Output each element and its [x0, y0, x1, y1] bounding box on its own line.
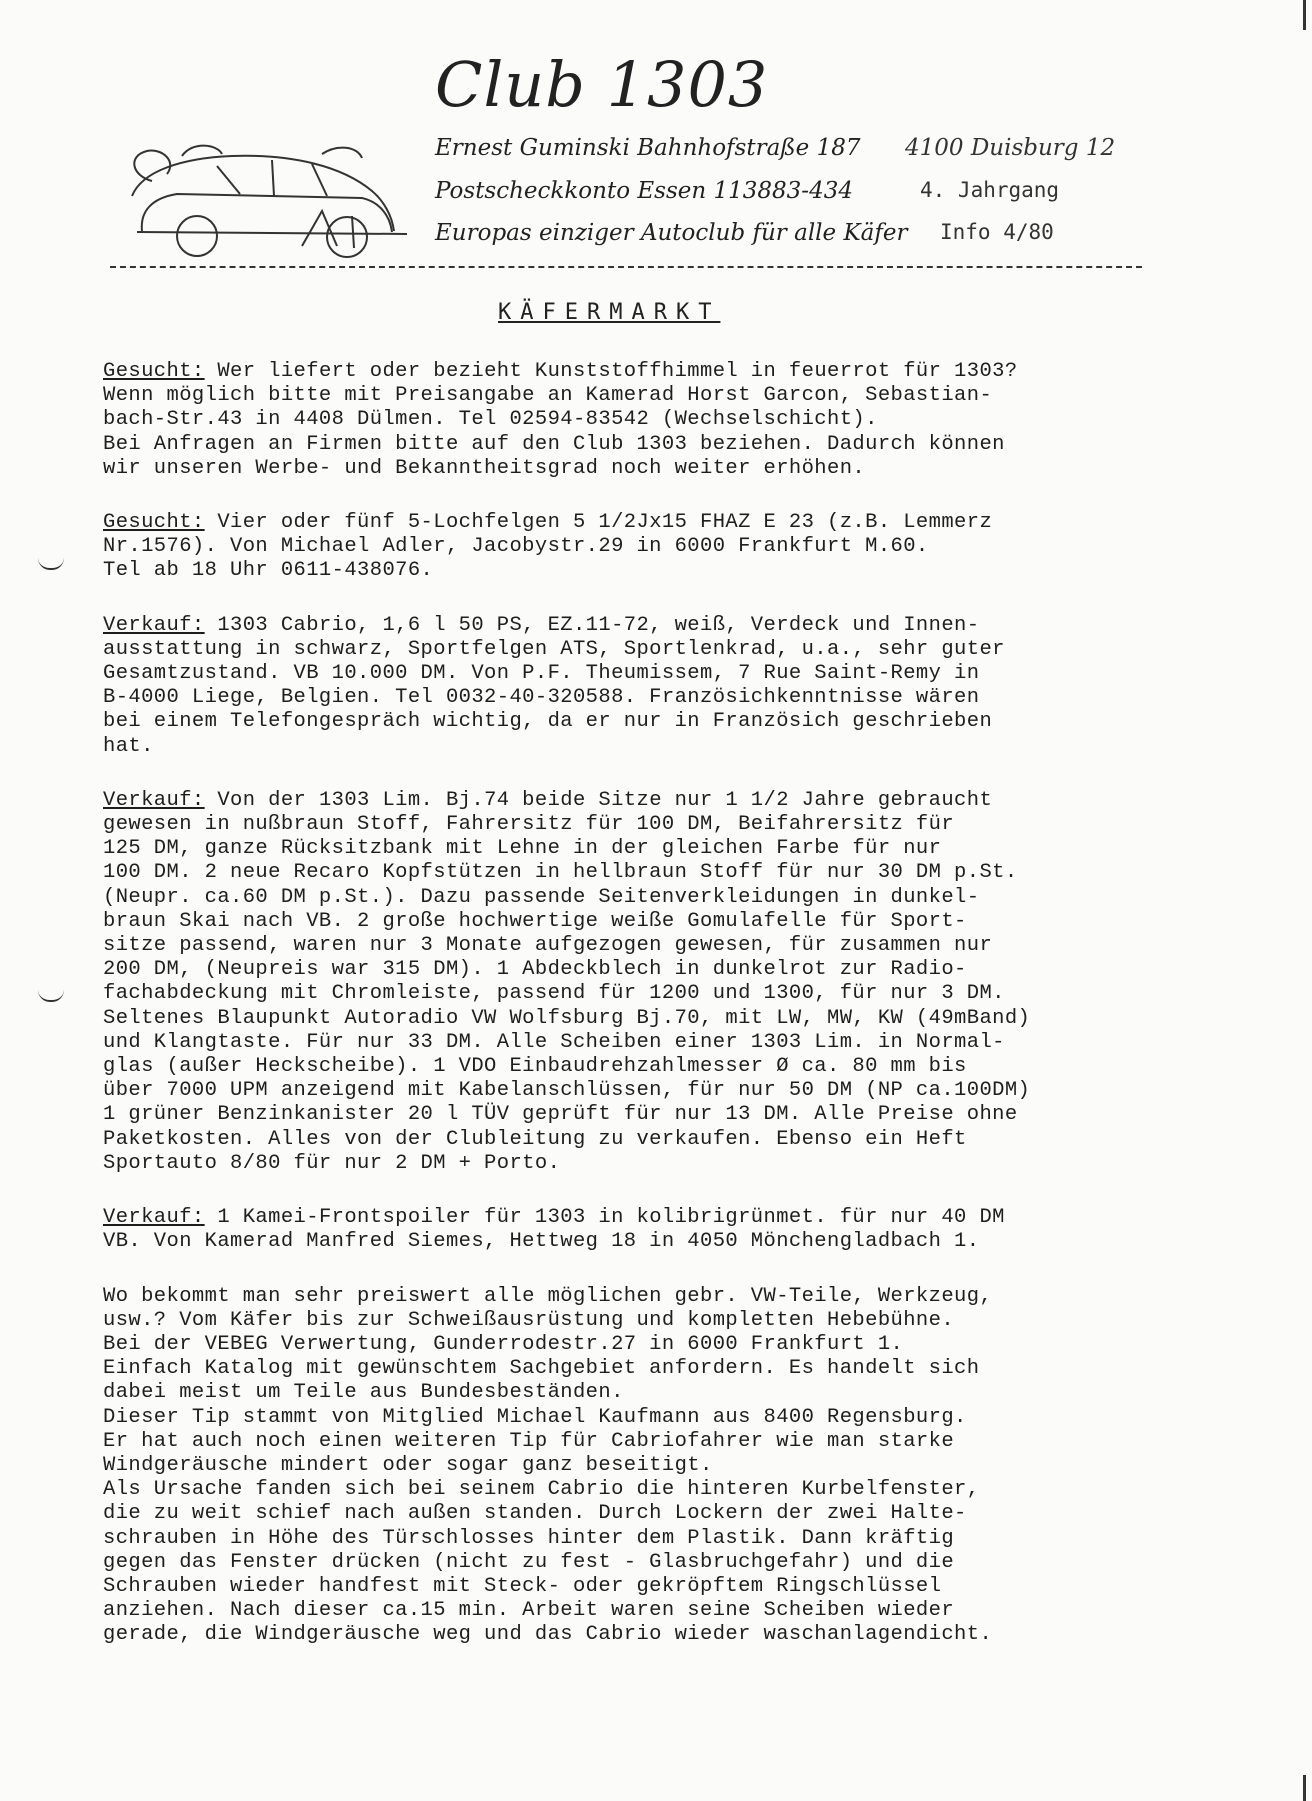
- address-line: [435, 135, 1116, 161]
- classifieds: [103, 360, 1263, 1648]
- ad-label: Verkauf:: [103, 1206, 205, 1230]
- classified-ad: Verkauf: 1303 Cabrio, 1,6 l 50 PS, EZ.11-72, weiß, Verdeck und Innen- ausstattung in schwarz, Sportfelgen ATS, Sportlenkrad, u.a., sehr guter Gesamtzustand. VB 10.000 DM. Von P.F. Theumissem, 7 Rue Saint-Remy in B-4000 Liege, Belgien. Tel 0032-40-320588. Französichkenntnisse wären bei einem Telefongespräch wichtig, da er nur in Französich geschrieben hat.: [103, 613, 1005, 758]
- postal-account: Postscheckkonto Essen 113883-434: [435, 178, 853, 204]
- ad-label: Verkauf:: [103, 788, 205, 812]
- margin-mark: [38, 990, 64, 1002]
- club-title: Club 1303: [435, 48, 769, 121]
- ad-label: Gesucht:: [103, 511, 205, 535]
- beetle-car-logo: [122, 136, 422, 264]
- classified-ad: Verkauf: Von der 1303 Lim. Bj.74 beide Sitze nur 1 1/2 Jahre gebraucht gewesen in nußbraun Stoff, Fahrersitz für 100 DM, Beifahrersitz für 125 DM, ganze Rücksitzbank mit Lehne in der gleichen Farbe für nur 100 DM. 2 neue Recaro Kopfstützen in hellbraun Stoff für nur 30 DM p.St. (Neupr. ca.60 DM p.St.). Dazu passende Seitenverkleidungen in dunkel- braun Skai nach VB. 2 große hochwertige weiße Gomulafelle für Sport- sitze passend, waren nur 3 Monate aufgezogen gewesen, für zusammen nur 200 DM, (Neupreis war 315 DM). 1 Abdeckblech in dunkelrot zur Radio- fachabdeckung mit Chromleiste, passend für 1200 und 1300, für nur 3 DM. Seltenes Blaupunkt Autoradio VW Wolfsburg Bj.70, mit LW, MW, KW (49mBand) und Klangtaste. Für nur 33 DM. Alle Scheiben einer 1303 Lim. in Normal- glas (außer Heckscheibe). 1 VDO Einbaudrehzahlmesser Ø ca. 80 mm bis über 7000 UPM anzeigend mit Kabelanschlüssen, für nur 50 DM (NP ca.100DM) 1 grüner Benzinkanister 20 l TÜV geprüft für nur 13 DM. Alle Preise ohne Paketkosten. Alles von der Clubleitung zu verkaufen. Ebenso ein Heft Sportauto 8/80 für nur 2 DM + Porto.: [103, 788, 1031, 1175]
- classified-ad: Verkauf: 1 Kamei-Frontspoiler für 1303 in kolibrigrünmet. für nur 40 DM VB. Von Kamerad Manfred Siemes, Hettweg 18 in 4050 Mönchengladbach 1.: [103, 1206, 1005, 1254]
- ad-label: Gesucht:: [103, 360, 205, 383]
- tip-article: Wo bekommt man sehr preiswert alle möglichen gebr. VW-Teile, Werkzeug, usw.? Vom Käfer bis zur Schweißausrüstung und kompletten Hebebühne. Bei der VEBEG Verwertung, Gunderrodestr.27 in 6000 Frankfurt 1. Einfach Katalog mit gewünschtem Sachgebiet anfordern. Es handelt sich dabei meist um Teile aus Bundesbeständen. Dieser Tip stammt von Mitglied Michael Kaufmann aus 8400 Regensburg. Er hat auch noch einen weiteren Tip für Cabriofahrer wie man starke Windgeräusche mindert oder sogar ganz beseitigt. Als Ursache fanden sich bei seinem Cabrio die hinteren Kurbelfenster, die zu weit schief nach außen standen. Durch Lockern der zwei Halte- schrauben in Höhe des Türschlosses hinter dem Plastik. Dann kräftig gegen das Fenster drücken (nicht zu fest - Glasbruchgefahr) und die Schrauben wieder handfest mit Steck- oder gekröpftem Ringschlüssel anziehen. Nach dieser ca.15 min. Arbeit waren seine Scheiben wieder gerade, die Windgeräusche weg und das Cabrio wieder waschanlagendicht.: [103, 1284, 993, 1647]
- slogan-line: [435, 220, 1054, 246]
- page-edge-mark: [1303, 0, 1306, 30]
- letterhead: [110, 40, 1140, 272]
- club-slogan: Europas einziger Autoclub für alle Käfer: [435, 220, 908, 246]
- address-city: 4100 Duisburg 12: [905, 135, 1116, 161]
- section-title: KÄFERMARKT: [498, 300, 721, 325]
- page-edge-mark: [1303, 1775, 1306, 1801]
- volume-label: 4. Jahrgang: [920, 178, 1060, 202]
- classified-ad: Gesucht: Vier oder fünf 5-Lochfelgen 5 1/2Jx15 FHAZ E 23 (z.B. Lemmerz Nr.1576). Von Michael Adler, Jacobystr.29 in 6000 Frankfurt M.60. Tel ab 18 Uhr 0611-438076.: [103, 511, 993, 583]
- ad-label: Verkauf:: [103, 613, 205, 637]
- margin-mark: [38, 558, 64, 570]
- issue-label: Info 4/80: [940, 220, 1054, 244]
- account-line: [435, 178, 1060, 204]
- classified-ad: Gesucht: Wer liefert oder bezieht Kunststoffhimmel in feuerrot für 1303? Wenn möglich bitte mit Preisangabe an Kamerad Horst Garcon, Sebastian- bach-Str.43 in 4408 Dülmen. Tel 02594-83542 (Wechselschicht). Bei Anfragen an Firmen bitte auf den Club 1303 beziehen. Dadurch können wir unseren Werbe- und Bekanntheitsgrad noch weiter erhöhen.: [103, 360, 1018, 480]
- header-divider: [110, 266, 1142, 268]
- address-left: Ernest Guminski Bahnhofstraße 187: [435, 135, 861, 161]
